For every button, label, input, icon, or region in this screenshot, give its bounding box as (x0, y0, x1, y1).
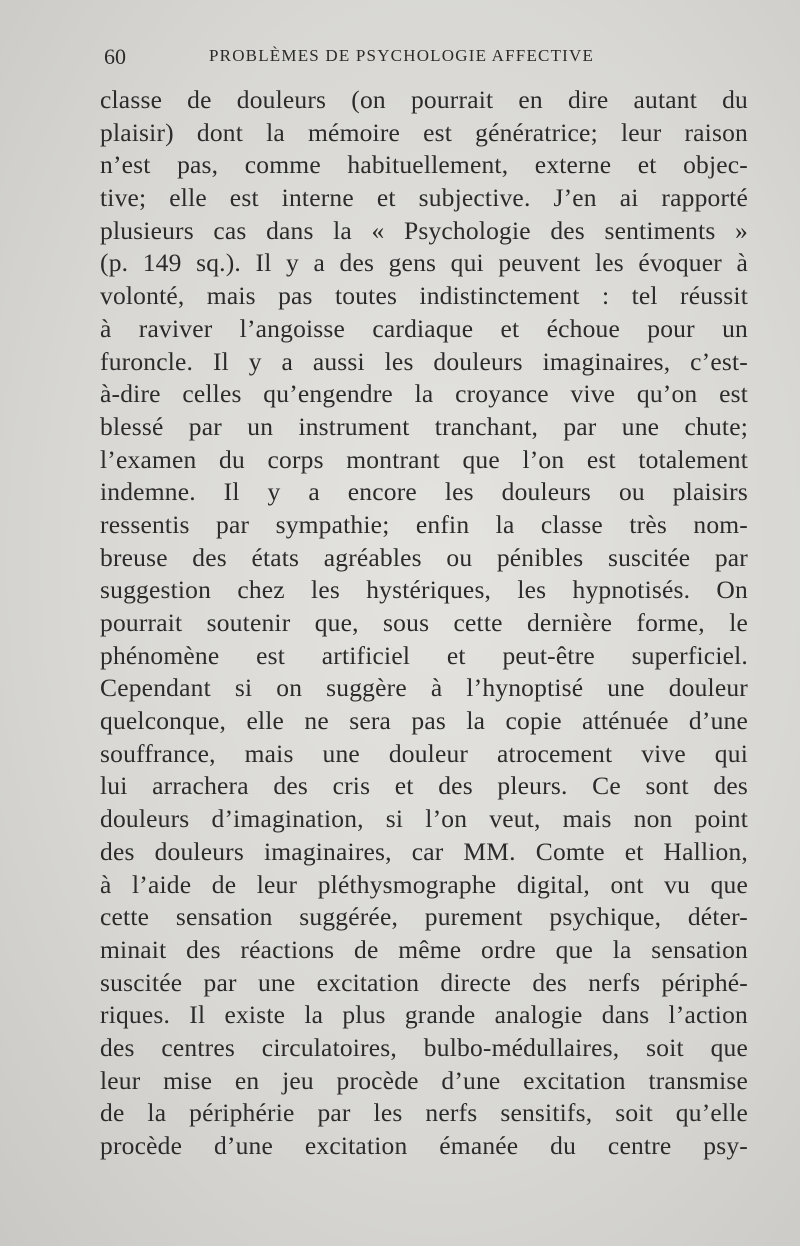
text-line: blessé par un instrument tranchant, par une chute; (100, 411, 748, 441)
text-line: furoncle. Il y a aussi les douleurs imaginaires, c’est- (100, 346, 748, 376)
text-line: des douleurs imaginaires, car MM. Comte et Hallion, (100, 836, 748, 866)
page-header (104, 44, 744, 74)
text-line: volonté, mais pas toutes indistinctement : tel réussit (100, 281, 748, 311)
text-line: Cependant si on suggère à l’hynoptisé une douleur (100, 673, 748, 703)
text-line: suggestion chez les hystériques, les hypnotisés. On (100, 575, 748, 605)
text-line: cette sensation suggérée, purement psychique, déter- (100, 902, 748, 932)
text-line: indemne. Il y a encore les douleurs ou plaisirs (100, 477, 748, 507)
text-line: ressentis par sympathie; enfin la classe très nom- (100, 509, 748, 539)
running-title: PROBLÈMES DE PSYCHOLOGIE AFFECTIVE (209, 46, 595, 65)
text-line: breuse des états agréables ou pénibles suscitée par (100, 542, 748, 572)
text-line: plaisir) dont la mémoire est génératrice; leur raison (100, 117, 748, 147)
text-line: douleurs d’imagination, si l’on veut, mais non point (100, 804, 748, 834)
text-line: riques. Il existe la plus grande analogie dans l’action (100, 1000, 748, 1030)
body-text (100, 84, 748, 1163)
text-line: suscitée par une excitation directe des nerfs périphé- (100, 967, 748, 997)
text-line: leur mise en jeu procède d’une excitation transmise (100, 1065, 748, 1095)
text-line: plusieurs cas dans la « Psychologie des sentiments » (100, 215, 748, 245)
text-line: n’est pas, comme habituellement, externe et objec- (100, 150, 748, 180)
text-line: tive; elle est interne et subjective. J’en ai rapporté (100, 183, 748, 213)
text-line: quelconque, elle ne sera pas la copie atténuée d’une (100, 706, 748, 736)
text-line: des centres circulatoires, bulbo-médullaires, soit que (100, 1032, 748, 1062)
page-number: 60 (104, 44, 126, 69)
text-line: lui arrachera des cris et des pleurs. Ce sont des (100, 771, 748, 801)
text-line: l’examen du corps montrant que l’on est totalement (100, 444, 748, 474)
text-line: phénomène est artificiel et peut-être superficiel. (100, 640, 748, 670)
text-line: à-dire celles qu’engendre la croyance vive qu’on est (100, 379, 748, 409)
text-line: minait des réactions de même ordre que la sensation (100, 934, 748, 964)
text-line: procède d’une excitation émanée du centre psy- (100, 1131, 748, 1160)
text-line: classe de douleurs (on pourrait en dire autant du (100, 85, 748, 114)
text-line: de la périphérie par les nerfs sensitifs, soit qu’elle (100, 1098, 748, 1128)
text-line: (p. 149 sq.). Il y a des gens qui peuvent les évoquer à (100, 248, 748, 278)
text-line: pourrait soutenir que, sous cette dernière forme, le (100, 608, 748, 637)
text-line: à raviver l’angoisse cardiaque et échoue pour un (100, 313, 748, 343)
text-line: souffrance, mais une douleur atrocement vive qui (100, 738, 748, 768)
text-line: à l’aide de leur pléthysmographe digital, ont vu que (100, 869, 748, 899)
